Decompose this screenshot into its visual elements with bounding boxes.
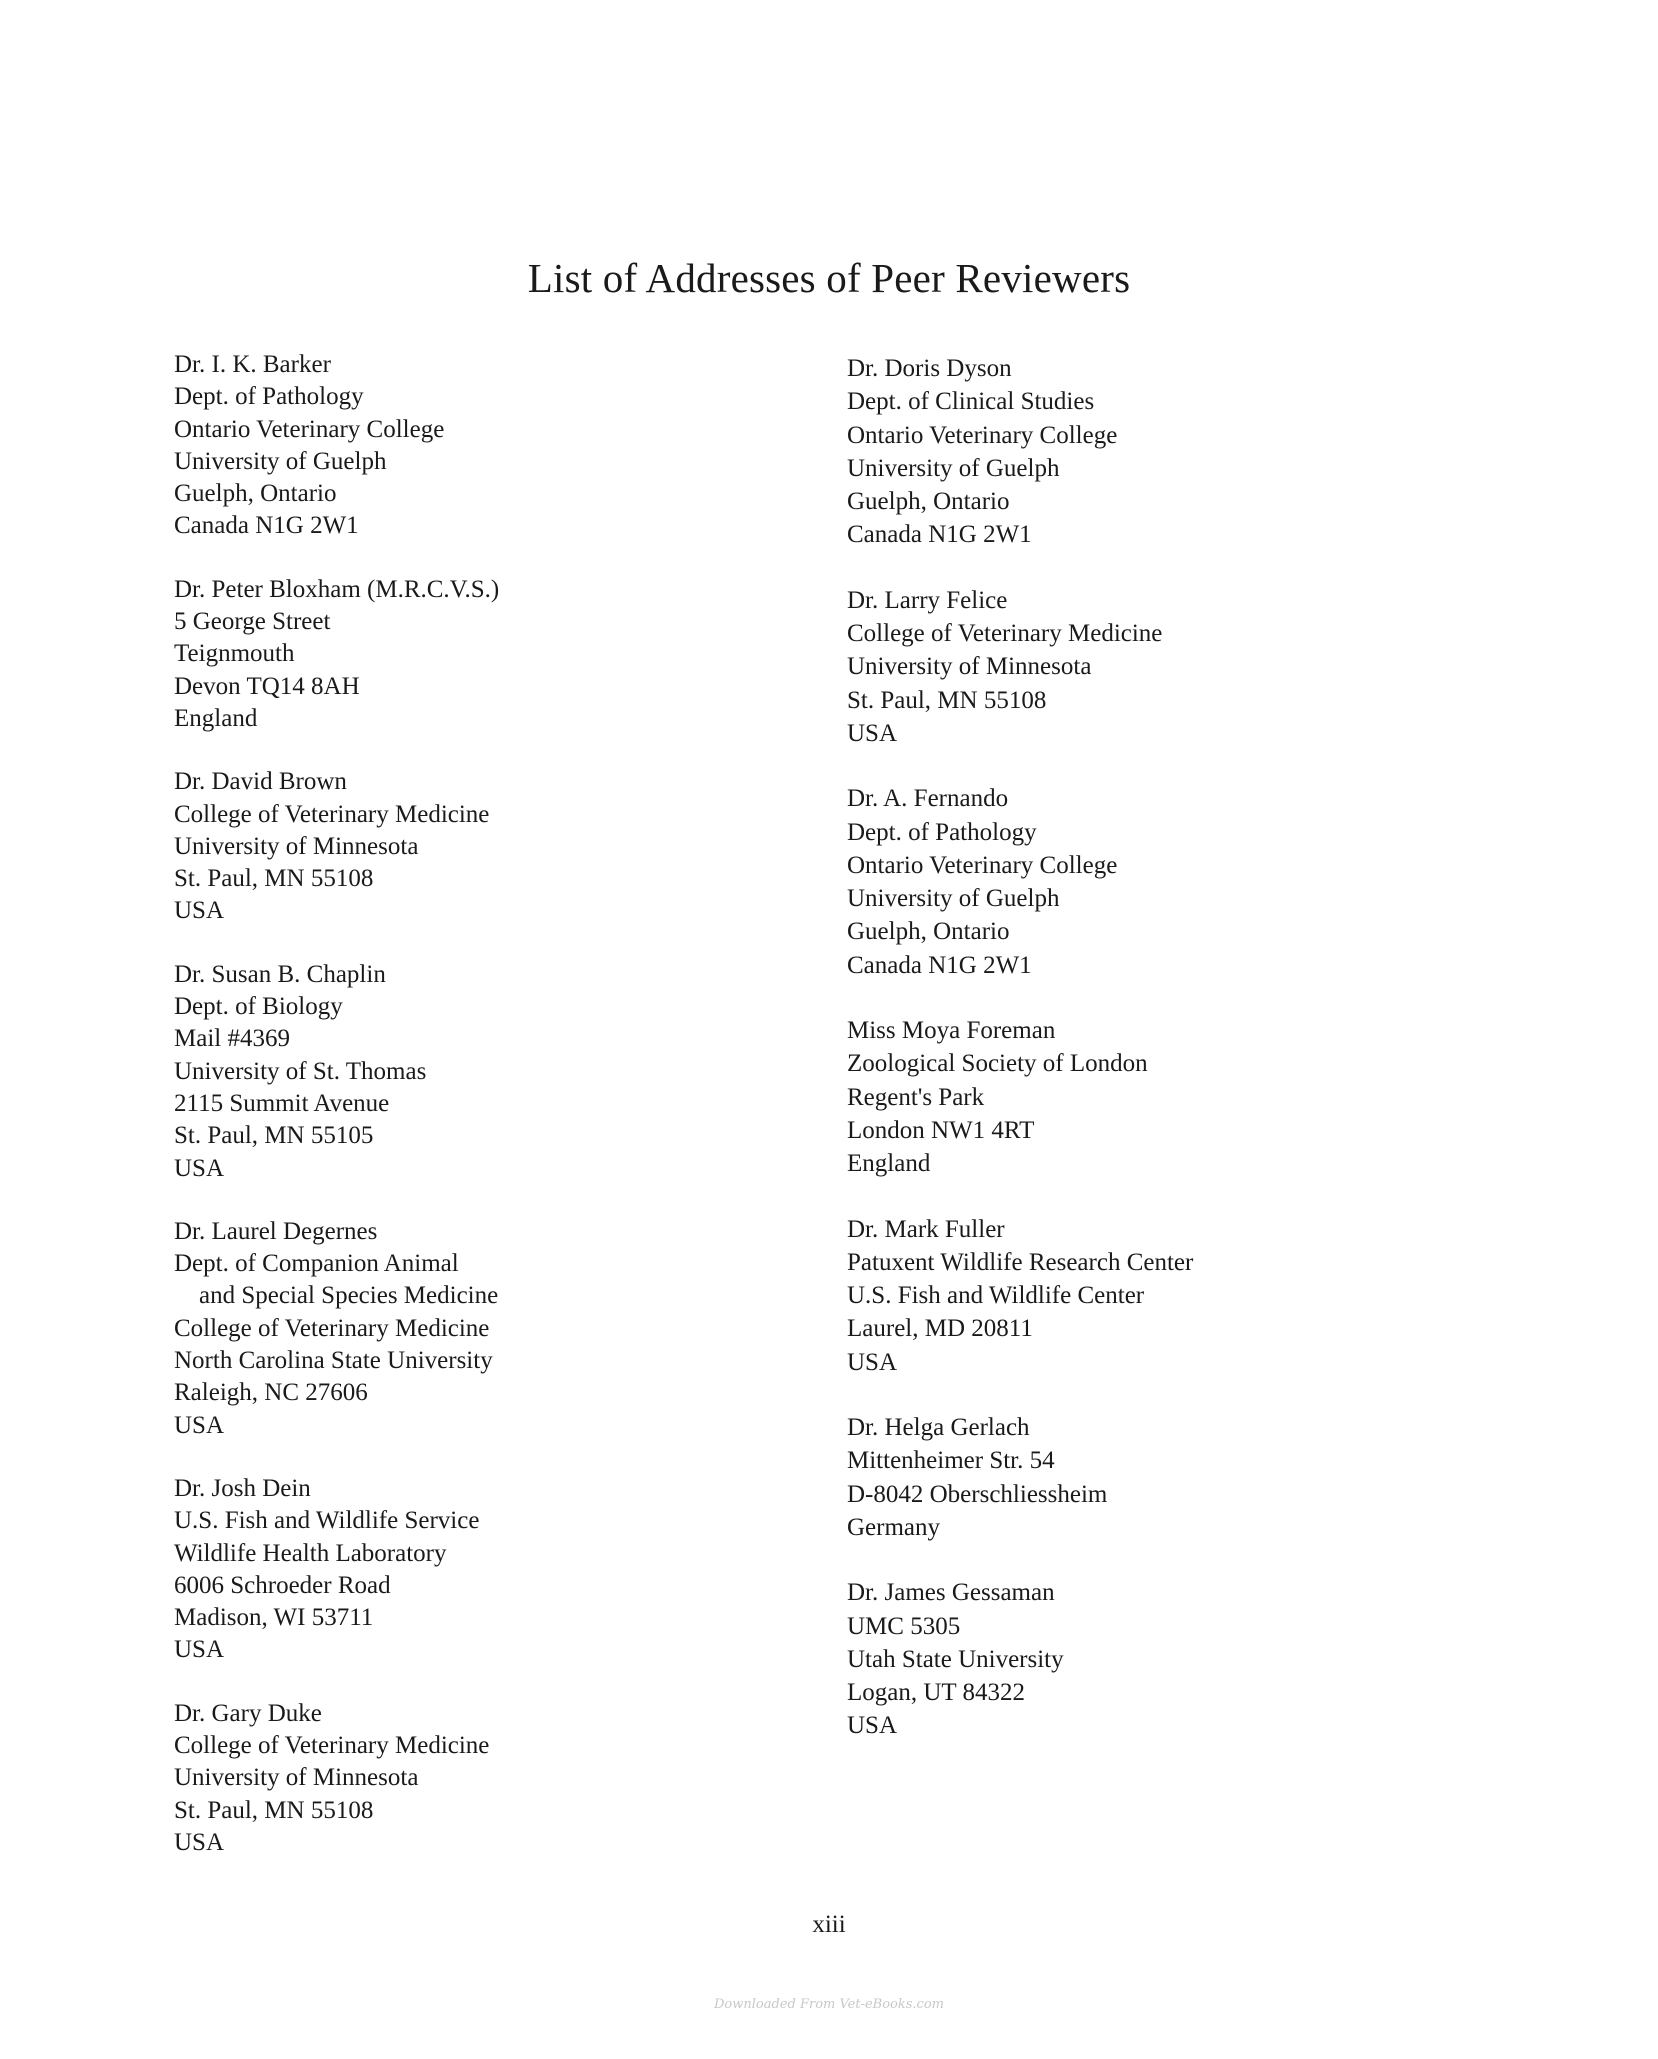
address-line: D-8042 Oberschliessheim — [847, 1480, 1108, 1508]
reviewer-entry-foreman — [847, 1014, 1487, 1180]
reviewer-entry-brown — [174, 766, 814, 927]
address-line: and Special Species Medicine — [199, 1282, 499, 1310]
right-address-column — [847, 352, 1487, 1775]
reviewer-name: Dr. Susan B. Chaplin — [174, 960, 386, 988]
address-line: Germany — [847, 1513, 941, 1541]
reviewer-name: Dr. Peter Bloxham (M.R.C.V.S.) — [174, 575, 500, 603]
reviewer-entry-gerlach — [847, 1411, 1487, 1544]
address-line: Dept. of Pathology — [174, 383, 364, 411]
reviewer-entry-degernes — [174, 1216, 814, 1442]
reviewer-entry-dein — [174, 1473, 814, 1667]
address-line: England — [847, 1150, 931, 1178]
reviewer-name: Dr. James Gessaman — [847, 1579, 1055, 1607]
address-line: Mail #4369 — [174, 1025, 290, 1053]
address-line: Canada N1G 2W1 — [847, 521, 1032, 549]
address-line: University of St. Thomas — [174, 1057, 427, 1085]
address-line: USA — [847, 719, 898, 747]
address-line: North Carolina State University — [174, 1347, 493, 1375]
address-line: USA — [174, 1636, 225, 1664]
reviewer-entry-fernando — [847, 782, 1487, 982]
address-line: University of Guelph — [847, 885, 1060, 913]
address-line: St. Paul, MN 55108 — [174, 865, 374, 893]
reviewer-entry-barker — [174, 349, 814, 543]
page-title: List of Addresses of Peer Reviewers — [527, 255, 1131, 301]
reviewer-entry-dyson — [847, 352, 1487, 552]
address-line: Guelph, Ontario — [847, 488, 1010, 516]
address-line: St. Paul, MN 55105 — [174, 1122, 374, 1150]
reviewer-name: Dr. David Brown — [174, 768, 347, 796]
reviewer-name: Dr. Doris Dyson — [847, 355, 1012, 382]
address-line: Guelph, Ontario — [847, 918, 1010, 946]
left-address-column — [174, 349, 814, 1890]
reviewer-entry-chaplin — [174, 959, 814, 1185]
address-line: Dept. of Biology — [174, 993, 343, 1021]
address-line: Ontario Veterinary College — [847, 421, 1118, 449]
address-line: Dept. of Clinical Studies — [847, 388, 1095, 416]
address-line: Mittenheimer Str. 54 — [847, 1447, 1055, 1475]
reviewer-entry-felice — [847, 584, 1487, 750]
page-number: xiii — [812, 1911, 846, 1938]
address-line: USA — [174, 897, 225, 925]
address-line: College of Veterinary Medicine — [847, 620, 1163, 648]
address-line: 5 George Street — [174, 608, 331, 636]
address-line: University of Minnesota — [174, 1764, 419, 1792]
address-line: College of Veterinary Medicine — [174, 800, 490, 828]
address-line: Madison, WI 53711 — [174, 1604, 374, 1632]
address-line: Raleigh, NC 27606 — [174, 1379, 368, 1407]
address-line: St. Paul, MN 55108 — [174, 1796, 374, 1824]
address-line: Teignmouth — [174, 640, 295, 668]
address-line: University of Minnesota — [174, 832, 419, 860]
reviewer-name: Dr. Mark Fuller — [847, 1215, 1005, 1243]
address-line: University of Minnesota — [847, 653, 1092, 681]
address-line: Canada N1G 2W1 — [847, 951, 1032, 979]
address-line: Wildlife Health Laboratory — [174, 1539, 447, 1567]
reviewer-name: Dr. Laurel Degernes — [174, 1217, 378, 1245]
address-line: College of Veterinary Medicine — [174, 1314, 490, 1342]
address-line: University of Guelph — [847, 454, 1060, 482]
address-line: London NW1 4RT — [847, 1116, 1035, 1144]
address-line: U.S. Fish and Wildlife Service — [174, 1507, 480, 1535]
reviewer-name: Dr. Josh Dein — [174, 1474, 311, 1502]
address-line: UMC 5305 — [847, 1612, 961, 1640]
address-line: St. Paul, MN 55108 — [847, 686, 1047, 714]
address-line: USA — [174, 1411, 225, 1439]
address-line: Canada N1G 2W1 — [174, 512, 359, 540]
address-line: 6006 Schroeder Road — [174, 1571, 391, 1599]
address-line: 2115 Summit Avenue — [174, 1089, 390, 1117]
address-line: Logan, UT 84322 — [847, 1679, 1025, 1707]
address-line: Ontario Veterinary College — [174, 415, 445, 443]
address-line: Regent's Park — [847, 1083, 985, 1111]
address-line: England — [174, 704, 258, 732]
address-line: USA — [847, 1348, 898, 1376]
address-line: USA — [174, 1828, 225, 1856]
reviewer-entry-duke — [174, 1698, 814, 1859]
reviewer-name: Dr. Helga Gerlach — [847, 1414, 1030, 1442]
reviewer-entry-fuller — [847, 1213, 1487, 1379]
address-line: Dept. of Pathology — [847, 818, 1037, 846]
address-line: Devon TQ14 8AH — [174, 672, 360, 700]
address-line: Zoological Society of London — [847, 1050, 1148, 1078]
address-line: Patuxent Wildlife Research Center — [847, 1248, 1194, 1276]
address-line: College of Veterinary Medicine — [174, 1731, 490, 1759]
reviewer-entry-gessaman — [847, 1576, 1487, 1742]
address-line: University of Guelph — [174, 447, 387, 475]
address-line: USA — [847, 1712, 898, 1740]
address-line: USA — [174, 1154, 225, 1182]
address-line: Dept. of Companion Animal — [174, 1250, 459, 1278]
address-line: Guelph, Ontario — [174, 480, 337, 508]
reviewer-name: Miss Moya Foreman — [847, 1017, 1056, 1045]
download-watermark: Downloaded From Vet-eBooks.com — [714, 1997, 944, 2012]
reviewer-name: Dr. Larry Felice — [847, 586, 1008, 614]
address-line: Utah State University — [847, 1645, 1064, 1673]
reviewer-name: Dr. Gary Duke — [174, 1699, 322, 1727]
address-line: Laurel, MD 20811 — [847, 1315, 1033, 1343]
address-line: Ontario Veterinary College — [847, 851, 1118, 879]
reviewer-name: Dr. I. K. Barker — [174, 351, 331, 378]
address-line: U.S. Fish and Wildlife Center — [847, 1282, 1145, 1310]
reviewer-entry-bloxham — [174, 574, 814, 735]
reviewer-name: Dr. A. Fernando — [847, 785, 1009, 813]
